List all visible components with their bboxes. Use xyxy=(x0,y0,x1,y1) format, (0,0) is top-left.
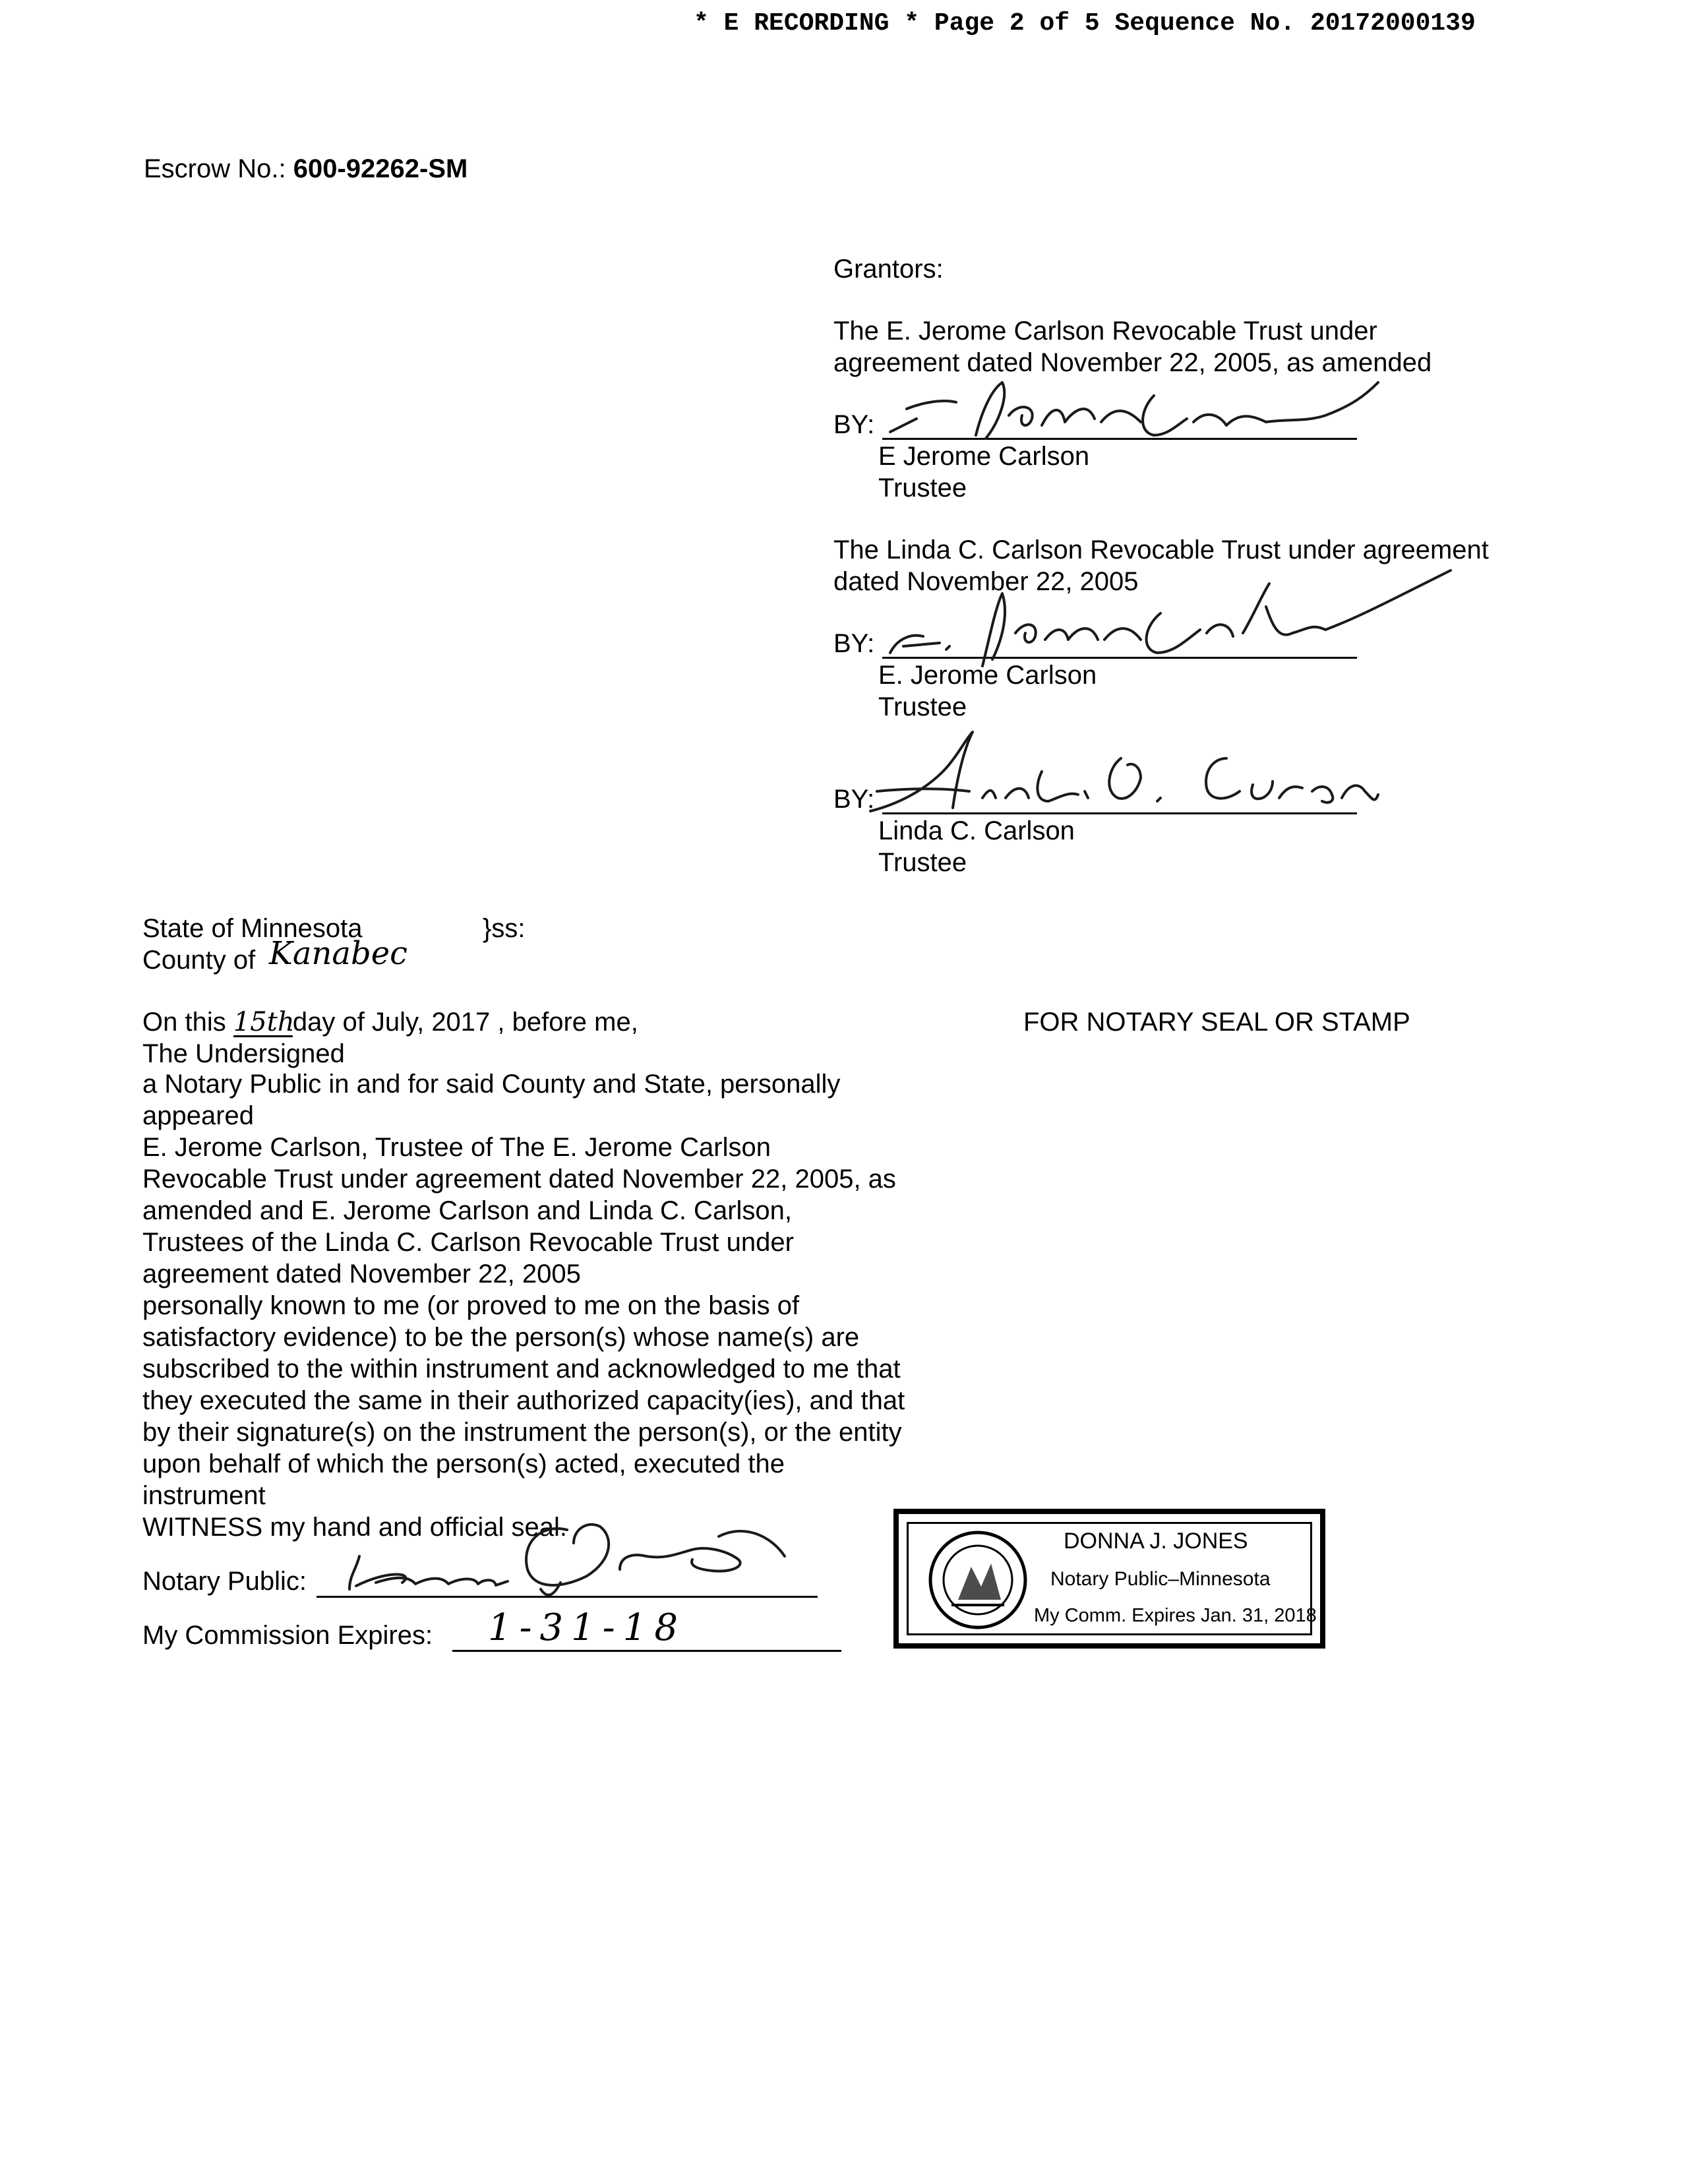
commission-line xyxy=(452,1650,841,1652)
grantors-heading: Grantors: xyxy=(833,255,944,284)
trust2-signature-2 xyxy=(857,712,1398,824)
body-line: agreement dated November 22, 2005 xyxy=(142,1259,581,1289)
notary-public-label: Notary Public: xyxy=(142,1567,307,1596)
county-label: County of xyxy=(142,946,256,975)
body-line: they executed the same in their authorized capacity(ies), and that xyxy=(142,1386,905,1415)
state-line: State of Minnesota xyxy=(142,914,363,943)
commission-label: My Commission Expires: xyxy=(142,1621,433,1650)
body-line: by their signature(s) on the instrument the person(s), or the entity xyxy=(142,1418,902,1447)
trust2-signer2-title: Trustee xyxy=(878,848,967,877)
stamp-expires: My Comm. Expires Jan. 31, 2018 xyxy=(1034,1605,1317,1626)
ss-marker: }ss: xyxy=(483,914,526,943)
trust1-by-label: BY: xyxy=(833,410,875,439)
trust2-signature xyxy=(877,567,1470,673)
body-line: E. Jerome Carlson, Trustee of The E. Jerome Carlson xyxy=(142,1133,771,1162)
trust1-signature xyxy=(877,369,1404,448)
stamp-name: DONNA J. JONES xyxy=(1064,1529,1248,1554)
escrow-line xyxy=(144,153,467,185)
body-line: amended and E. Jerome Carlson and Linda C. Carlson, xyxy=(142,1196,792,1225)
body-line: Trustees of the Linda C. Carlson Revocable Trust under xyxy=(142,1228,794,1257)
trust1-signer-name: E Jerome Carlson xyxy=(878,442,1090,471)
recording-header: * E RECORDING * Page 2 of 5 Sequence No. 20172000139 xyxy=(694,9,1476,38)
commission-handwritten: 1-31-18 xyxy=(488,1606,686,1649)
body-line: upon behalf of which the person(s) acted, executed the xyxy=(142,1449,785,1478)
body-line: instrument xyxy=(142,1481,266,1510)
trust2-by-label: BY: xyxy=(833,629,875,658)
trust1-signer-title: Trustee xyxy=(878,473,967,502)
body-line: subscribed to the within instrument and acknowledged to me that xyxy=(142,1354,901,1383)
escrow-number: 600-92262-SM xyxy=(293,154,468,183)
trust2-signer2-name: Linda C. Carlson xyxy=(878,816,1075,845)
trust1-line1: The E. Jerome Carlson Revocable Trust under xyxy=(833,317,1377,346)
seal-placeholder: FOR NOTARY SEAL OR STAMP xyxy=(1023,1008,1410,1037)
trust2-signer-name: E. Jerome Carlson xyxy=(878,661,1097,690)
body-line: Revocable Trust under agreement dated November 22, 2005, as xyxy=(142,1165,896,1194)
state-seal-icon xyxy=(925,1527,1031,1633)
undersigned-line: The Undersigned xyxy=(142,1039,345,1068)
body-line: a Notary Public in and for said County and State, personally xyxy=(142,1070,841,1099)
on-this-label: On this xyxy=(142,1008,226,1037)
notary-signature xyxy=(310,1497,811,1602)
trust2-signer-title: Trustee xyxy=(878,692,967,721)
notary-stamp xyxy=(893,1509,1325,1649)
day-rest: day of July, 2017 , before me, xyxy=(292,1008,638,1037)
county-handwritten: Kanabec xyxy=(269,935,408,972)
body-line: personally known to me (or proved to me on the basis of xyxy=(142,1291,800,1320)
witness-line: WITNESS my hand and official seal. xyxy=(142,1513,567,1542)
trust2-line2: dated November 22, 2005 xyxy=(833,567,1139,596)
on-this-line xyxy=(142,1006,638,1038)
day-handwritten: 15th xyxy=(233,1007,295,1037)
trust2-by-label-2: BY: xyxy=(833,785,875,814)
body-line: satisfactory evidence) to be the person(s) whose name(s) are xyxy=(142,1323,860,1352)
trust2-line1: The Linda C. Carlson Revocable Trust under agreement xyxy=(833,535,1489,564)
body-line: appeared xyxy=(142,1101,255,1130)
notary-body xyxy=(142,1068,905,1511)
stamp-title: Notary Public–Minnesota xyxy=(1050,1568,1271,1590)
escrow-label: Escrow No.: xyxy=(144,154,286,183)
trust1-line2: agreement dated November 22, 2005, as amended xyxy=(833,348,1432,377)
